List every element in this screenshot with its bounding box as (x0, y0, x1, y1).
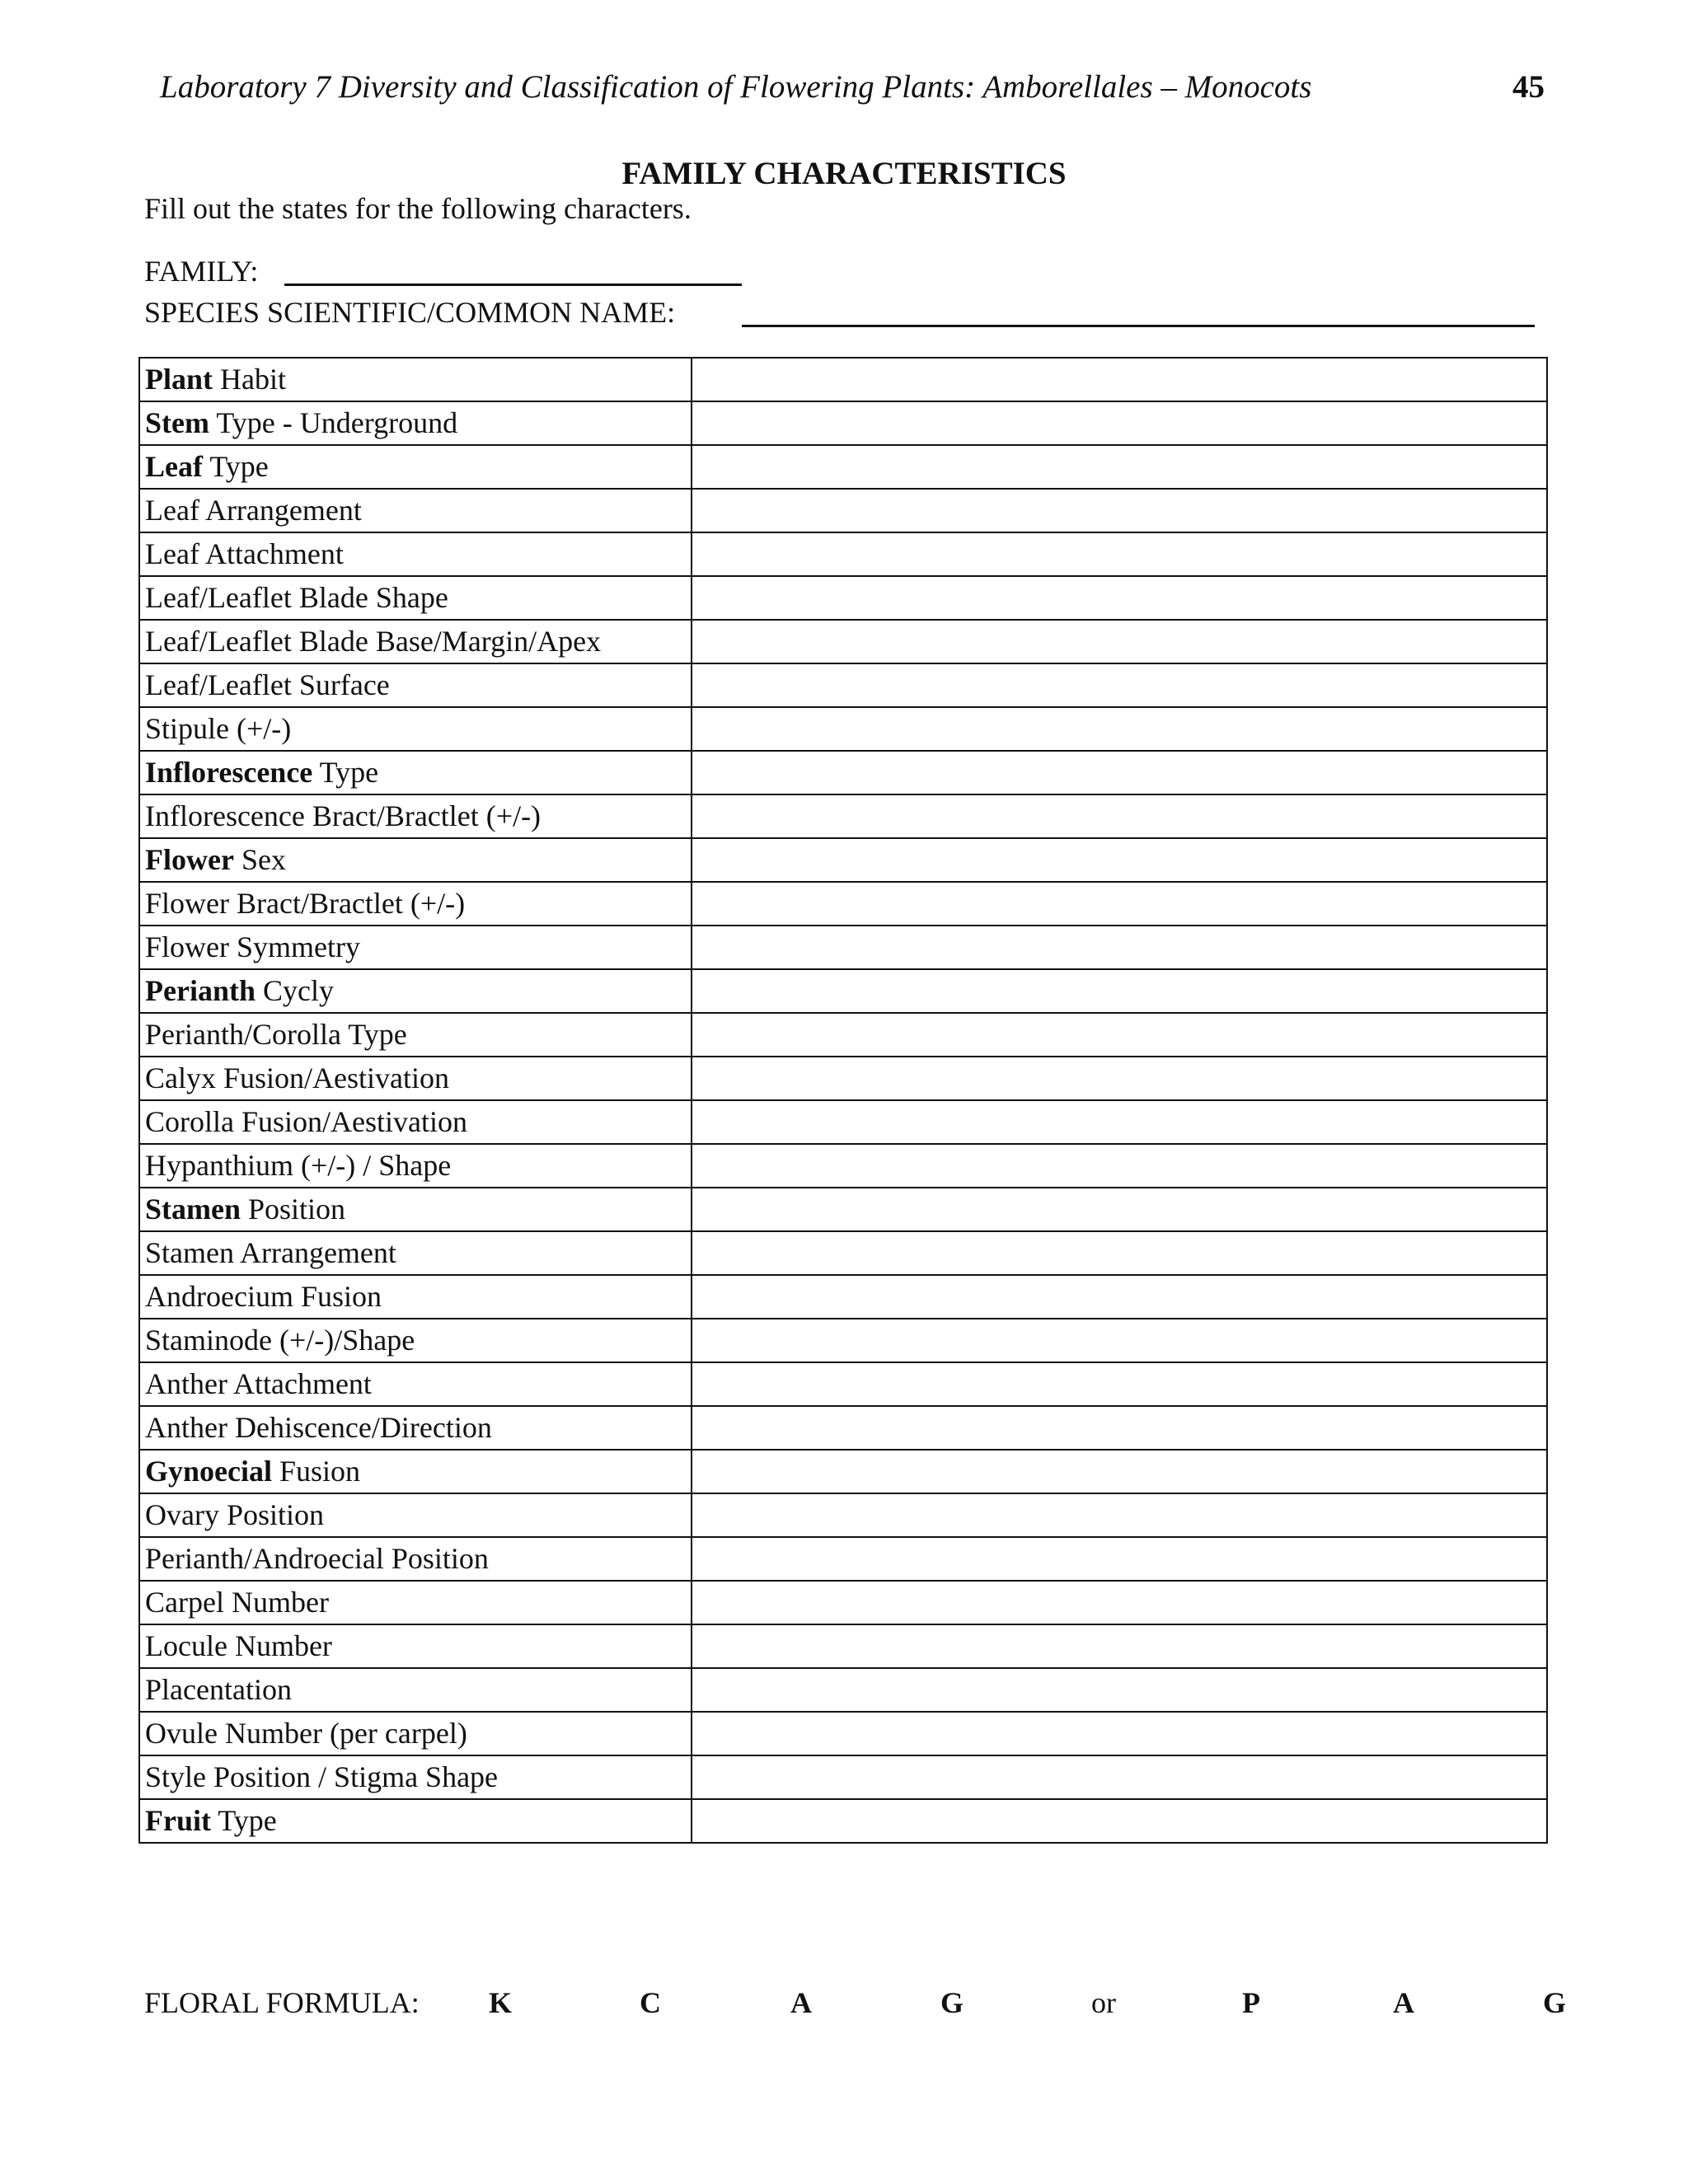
character-answer-cell[interactable] (692, 663, 1547, 707)
table-row (139, 663, 1547, 707)
character-answer-cell[interactable] (692, 838, 1547, 882)
character-label: Type (210, 1804, 277, 1837)
running-head (160, 64, 1545, 110)
character-label-cell (139, 1100, 692, 1144)
table-row (139, 620, 1547, 663)
character-label: Position (241, 1193, 346, 1226)
table-row (139, 838, 1547, 882)
character-label: Type (312, 756, 379, 789)
character-answer-cell[interactable] (692, 576, 1547, 620)
character-label-cell (139, 969, 692, 1013)
character-label: Leaf Arrangement (145, 494, 362, 527)
character-answer-cell[interactable] (692, 1668, 1547, 1712)
character-label: Anther Dehiscence/Direction (145, 1411, 492, 1444)
floral-symbol-g-alt: G (1543, 1986, 1567, 2019)
character-answer-cell[interactable] (692, 1712, 1547, 1755)
character-label: Sex (233, 843, 286, 876)
character-label-cell (139, 751, 692, 794)
character-label-cell (139, 1275, 692, 1319)
table-row (139, 794, 1547, 838)
character-label: Anther Attachment (145, 1367, 372, 1400)
table-row (139, 401, 1547, 445)
floral-or-text: or (1091, 1986, 1116, 2019)
character-answer-cell[interactable] (692, 969, 1547, 1013)
table-row (139, 707, 1547, 751)
table-row (139, 1581, 1547, 1624)
character-answer-cell[interactable] (692, 1144, 1547, 1188)
table-row (139, 1188, 1547, 1231)
table-row (139, 1799, 1547, 1843)
character-label: Leaf/Leaflet Blade Shape (145, 581, 448, 614)
character-answer-cell[interactable] (692, 489, 1547, 532)
character-label-cell (139, 926, 692, 969)
floral-symbol-c: C (640, 1986, 661, 2019)
floral-symbol-a-alt: A (1393, 1986, 1414, 2019)
character-label: Leaf/Leaflet Blade Base/Margin/Apex (145, 625, 602, 658)
character-answer-cell[interactable] (692, 926, 1547, 969)
table-row (139, 751, 1547, 794)
floral-symbol-g: G (940, 1986, 964, 2019)
table-row (139, 882, 1547, 926)
character-label: Flower Bract/Bractlet (+/-) (145, 887, 466, 920)
character-label: Leaf Attachment (145, 537, 344, 570)
character-label: Perianth/Androecial Position (145, 1542, 489, 1575)
character-label: Cycly (255, 974, 334, 1007)
table-row (139, 1712, 1547, 1755)
character-label-cell (139, 1493, 692, 1537)
table-row (139, 1624, 1547, 1668)
character-label-cell (139, 707, 692, 751)
character-label-cell (139, 489, 692, 532)
character-label-cell (139, 401, 692, 445)
character-label-bold: Flower (145, 843, 234, 876)
family-blank-line[interactable] (284, 284, 742, 286)
table-row (139, 358, 1547, 401)
character-label-cell (139, 445, 692, 489)
table-row (139, 1668, 1547, 1712)
table-row (139, 1013, 1547, 1057)
character-answer-cell[interactable] (692, 401, 1547, 445)
table-row (139, 1450, 1547, 1493)
character-answer-cell[interactable] (692, 1275, 1547, 1319)
character-answer-cell[interactable] (692, 1406, 1547, 1450)
character-label: Stamen Arrangement (145, 1236, 396, 1269)
family-label: FAMILY: (144, 255, 259, 288)
family-field[interactable] (144, 251, 804, 292)
character-label-cell (139, 1319, 692, 1362)
character-label: Type (202, 450, 269, 483)
table-row (139, 1231, 1547, 1275)
character-label: Type - Underground (209, 406, 458, 439)
table-row (139, 1406, 1547, 1450)
character-answer-cell[interactable] (692, 1537, 1547, 1581)
species-label: SPECIES SCIENTIFIC/COMMON NAME: (144, 296, 676, 329)
character-label-cell (139, 1624, 692, 1668)
floral-symbol-k: K (489, 1986, 513, 2019)
table-row (139, 969, 1547, 1013)
character-label: Leaf/Leaflet Surface (145, 668, 390, 701)
character-label-bold: Fruit (145, 1804, 211, 1837)
table-row (139, 1537, 1547, 1581)
character-label-cell (139, 620, 692, 663)
table-row (139, 1755, 1547, 1799)
table-row (139, 1275, 1547, 1319)
character-answer-cell[interactable] (692, 1319, 1547, 1362)
character-label-bold: Plant (145, 363, 213, 396)
floral-formula-label: FLORAL FORMULA: (144, 1986, 420, 2019)
character-label: Stipule (+/-) (145, 712, 292, 745)
character-answer-cell[interactable] (692, 1493, 1547, 1537)
character-label-cell (139, 1188, 692, 1231)
character-label-bold: Stem (145, 406, 209, 439)
character-label-cell (139, 1537, 692, 1581)
table-row (139, 926, 1547, 969)
character-label: Habit (213, 363, 286, 396)
character-answer-cell[interactable] (692, 882, 1547, 926)
character-answer-cell[interactable] (692, 1362, 1547, 1406)
character-label: Hypanthium (+/-) / Shape (145, 1149, 452, 1182)
character-label-cell (139, 1450, 692, 1493)
character-label-cell (139, 1406, 692, 1450)
character-label-cell (139, 794, 692, 838)
character-answer-cell[interactable] (692, 1450, 1547, 1493)
character-answer-cell[interactable] (692, 1624, 1547, 1668)
table-row (139, 1319, 1547, 1362)
character-label: Inflorescence Bract/Bractlet (+/-) (145, 799, 542, 832)
character-label-cell (139, 882, 692, 926)
character-answer-cell[interactable] (692, 1231, 1547, 1275)
character-label-bold: Perianth (145, 974, 256, 1007)
character-answer-cell[interactable] (692, 1188, 1547, 1231)
character-label-bold: Inflorescence (145, 756, 313, 789)
table-row (139, 445, 1547, 489)
table-row (139, 1057, 1547, 1100)
character-label: Perianth/Corolla Type (145, 1018, 407, 1051)
character-label: Style Position / Stigma Shape (145, 1760, 499, 1793)
species-field[interactable] (144, 292, 1545, 333)
table-row (139, 1144, 1547, 1188)
species-blank-line[interactable] (742, 325, 1535, 327)
character-label-cell (139, 1057, 692, 1100)
character-label-cell (139, 1712, 692, 1755)
character-label: Placentation (145, 1673, 292, 1706)
character-answer-cell[interactable] (692, 1581, 1547, 1624)
character-answer-cell[interactable] (692, 445, 1547, 489)
character-answer-cell[interactable] (692, 358, 1547, 401)
character-label-cell (139, 1231, 692, 1275)
character-label: Ovule Number (per carpel) (145, 1717, 467, 1750)
table-row (139, 576, 1547, 620)
character-label-cell (139, 1668, 692, 1712)
table-row (139, 1493, 1547, 1537)
character-answer-cell[interactable] (692, 620, 1547, 663)
characters-table-body (139, 358, 1547, 1843)
character-answer-cell[interactable] (692, 707, 1547, 751)
character-label-cell (139, 1013, 692, 1057)
character-label-cell (139, 1799, 692, 1843)
character-label-cell (139, 1144, 692, 1188)
character-label-cell (139, 576, 692, 620)
character-label: Flower Symmetry (145, 930, 360, 963)
page-title: FAMILY CHARACTERISTICS (621, 156, 1067, 191)
character-label-cell (139, 1581, 692, 1624)
character-label: Fusion (271, 1455, 361, 1488)
character-answer-cell[interactable] (692, 1799, 1547, 1843)
character-label-cell (139, 1755, 692, 1799)
character-answer-cell[interactable] (692, 1013, 1547, 1057)
character-answer-cell[interactable] (692, 794, 1547, 838)
character-label-cell (139, 358, 692, 401)
table-row (139, 1100, 1547, 1144)
character-answer-cell[interactable] (692, 1057, 1547, 1100)
table-row (139, 1362, 1547, 1406)
character-label: Calyx Fusion/Aestivation (145, 1062, 449, 1094)
character-answer-cell[interactable] (692, 751, 1547, 794)
character-label-cell (139, 1362, 692, 1406)
character-label: Corolla Fusion/Aestivation (145, 1105, 467, 1138)
character-label-cell (139, 838, 692, 882)
character-label-cell (139, 532, 692, 576)
character-answer-cell[interactable] (692, 1100, 1547, 1144)
character-answer-cell[interactable] (692, 532, 1547, 576)
character-answer-cell[interactable] (692, 1755, 1547, 1799)
character-label-cell (139, 663, 692, 707)
characters-table (138, 357, 1548, 1844)
character-label: Carpel Number (145, 1586, 329, 1619)
table-row (139, 532, 1547, 576)
table-row (139, 489, 1547, 532)
floral-symbol-p: P (1242, 1986, 1260, 2019)
character-label: Ovary Position (145, 1498, 325, 1531)
character-label-bold: Gynoecial (145, 1455, 272, 1488)
character-label: Staminode (+/-)/Shape (145, 1324, 415, 1357)
instructions-text: Fill out the states for the following characters. (144, 192, 692, 225)
floral-symbol-a: A (790, 1986, 812, 2019)
character-label-bold: Stamen (145, 1193, 241, 1226)
character-label-bold: Leaf (145, 450, 203, 483)
character-label: Androecium Fusion (145, 1280, 382, 1313)
running-title: Laboratory 7 Diversity and Classification of Flowering Plants: Amborellales – Monocots (160, 69, 1312, 105)
character-label: Locule Number (145, 1629, 332, 1662)
floral-formula (144, 1978, 1567, 2027)
page-number: 45 (1512, 69, 1545, 105)
